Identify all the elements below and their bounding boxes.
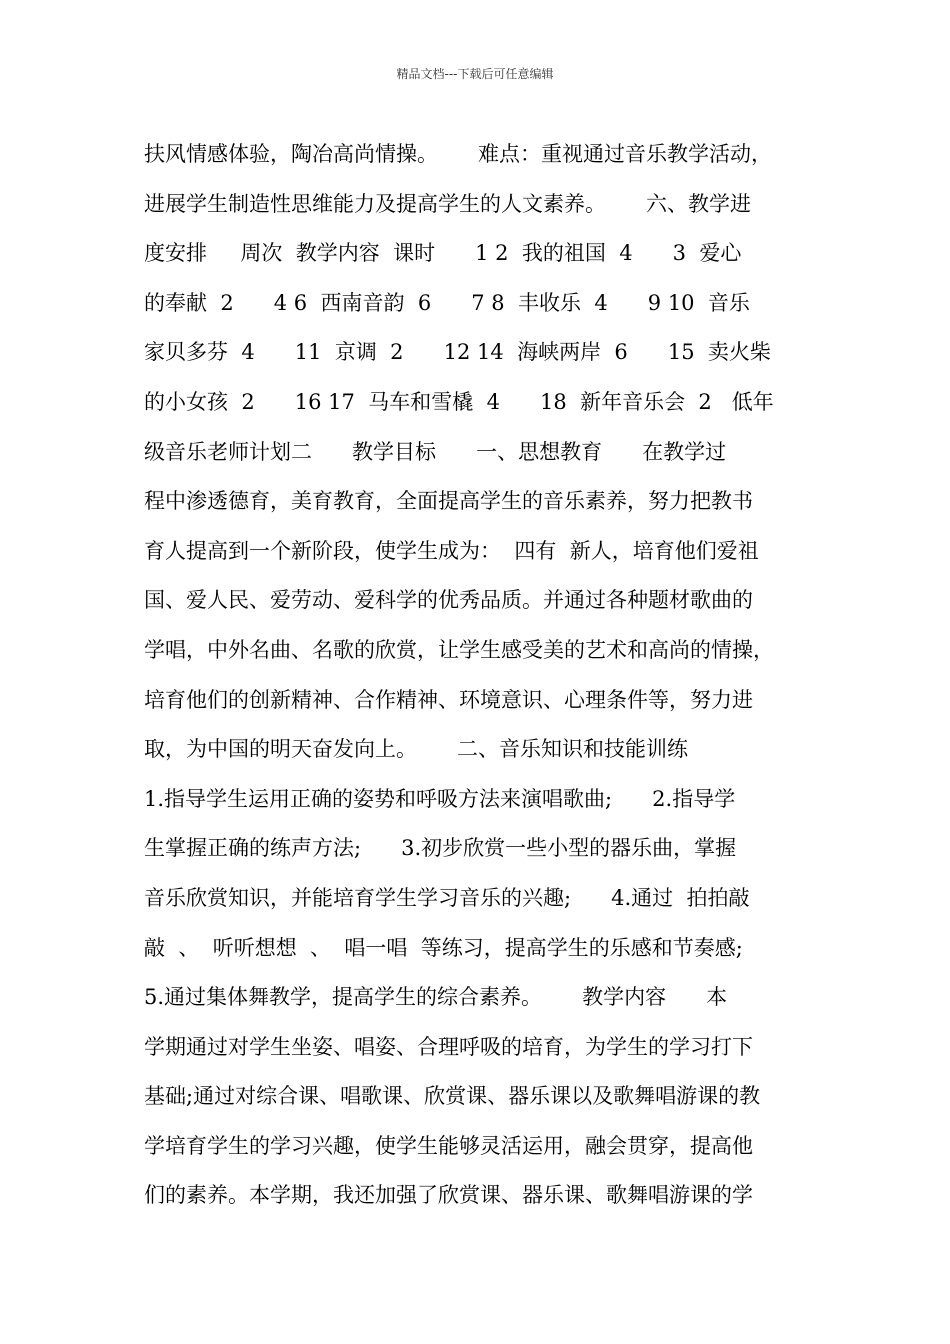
text-line: 学唱，中外名曲、名歌的欣赏，让学生感受美的艺术和高尚的情操， [144,637,774,662]
text-line: 敲 、 听听想想 、 唱一唱 等练习，提高学生的乐感和节奏感; [144,935,743,960]
text-line: 5.通过集体舞教学，提高学生的综合素养。 教学内容 本 [144,985,728,1010]
text-line: 的奉献 2 4 6 西南音韵 6 7 8 丰收乐 4 9 10 音乐 [144,290,750,315]
text-line: 取，为中国的明天奋发向上。 二、音乐知识和技能训练 [144,737,689,762]
text-line: 们的素养。本学期，我还加强了欣赏课、器乐课、歌舞唱游课的学 [144,1183,753,1208]
text-line: 音乐欣赏知识，并能培育学生学习音乐的兴趣; 4.通过 拍拍敲 [144,885,750,910]
text-line: 学培育学生的学习兴趣，使学生能够灵活运用，融会贯穿，提高他 [144,1133,753,1158]
text-line: 基础;通过对综合课、唱歌课、欣赏课、器乐课以及歌舞唱游课的教 [144,1084,761,1109]
document-body [144,130,824,1221]
text-line: 育人提高到一个新阶段，使学生成为： 四有 新人，培育他们爱祖 [144,538,759,563]
text-line: 国、爱人民、爱劳动、爱科学的优秀品质。并通过各种题材歌曲的 [144,588,753,613]
text-line: 的小女孩 2 16 17 马车和雪橇 4 18 新年音乐会 2 低年 [144,389,774,414]
text-line: 程中渗透德育，美育教育，全面提高学生的音乐素养，努力把教书 [144,489,753,514]
text-line: 进展学生制造性思维能力及提高学生的人文素养。 六、教学进 [144,191,752,216]
text-line: 扶风情感体验，陶冶高尚情操。 难点：重视通过音乐教学活动， [144,142,773,166]
text-line: 级音乐老师计划二 教学目标 一、思想教育 在教学过 [144,439,727,464]
text-line: 度安排 周次 教学内容 课时 1 2 我的祖国 4 3 爱心 [144,241,742,266]
text-line: 学期通过对学生坐姿、唱姿、合理呼吸的培育，为学生的学习打下 [144,1034,753,1059]
text-line: 家贝多芬 4 11 京调 2 12 14 海峡两岸 6 15 卖火柴 [144,340,771,365]
text-line: 生掌握正确的练声方法; 3.初步欣赏一些小型的器乐曲，掌握 [144,836,737,861]
page-header: 精品文档---下载后可任意编辑 [396,67,554,81]
text-line: 培育他们的创新精神、合作精神、环境意识、心理条件等，努力进 [144,687,753,712]
text-line: 1.指导学生运用正确的姿势和呼吸方法来演唱歌曲; 2.指导学 [144,786,736,811]
